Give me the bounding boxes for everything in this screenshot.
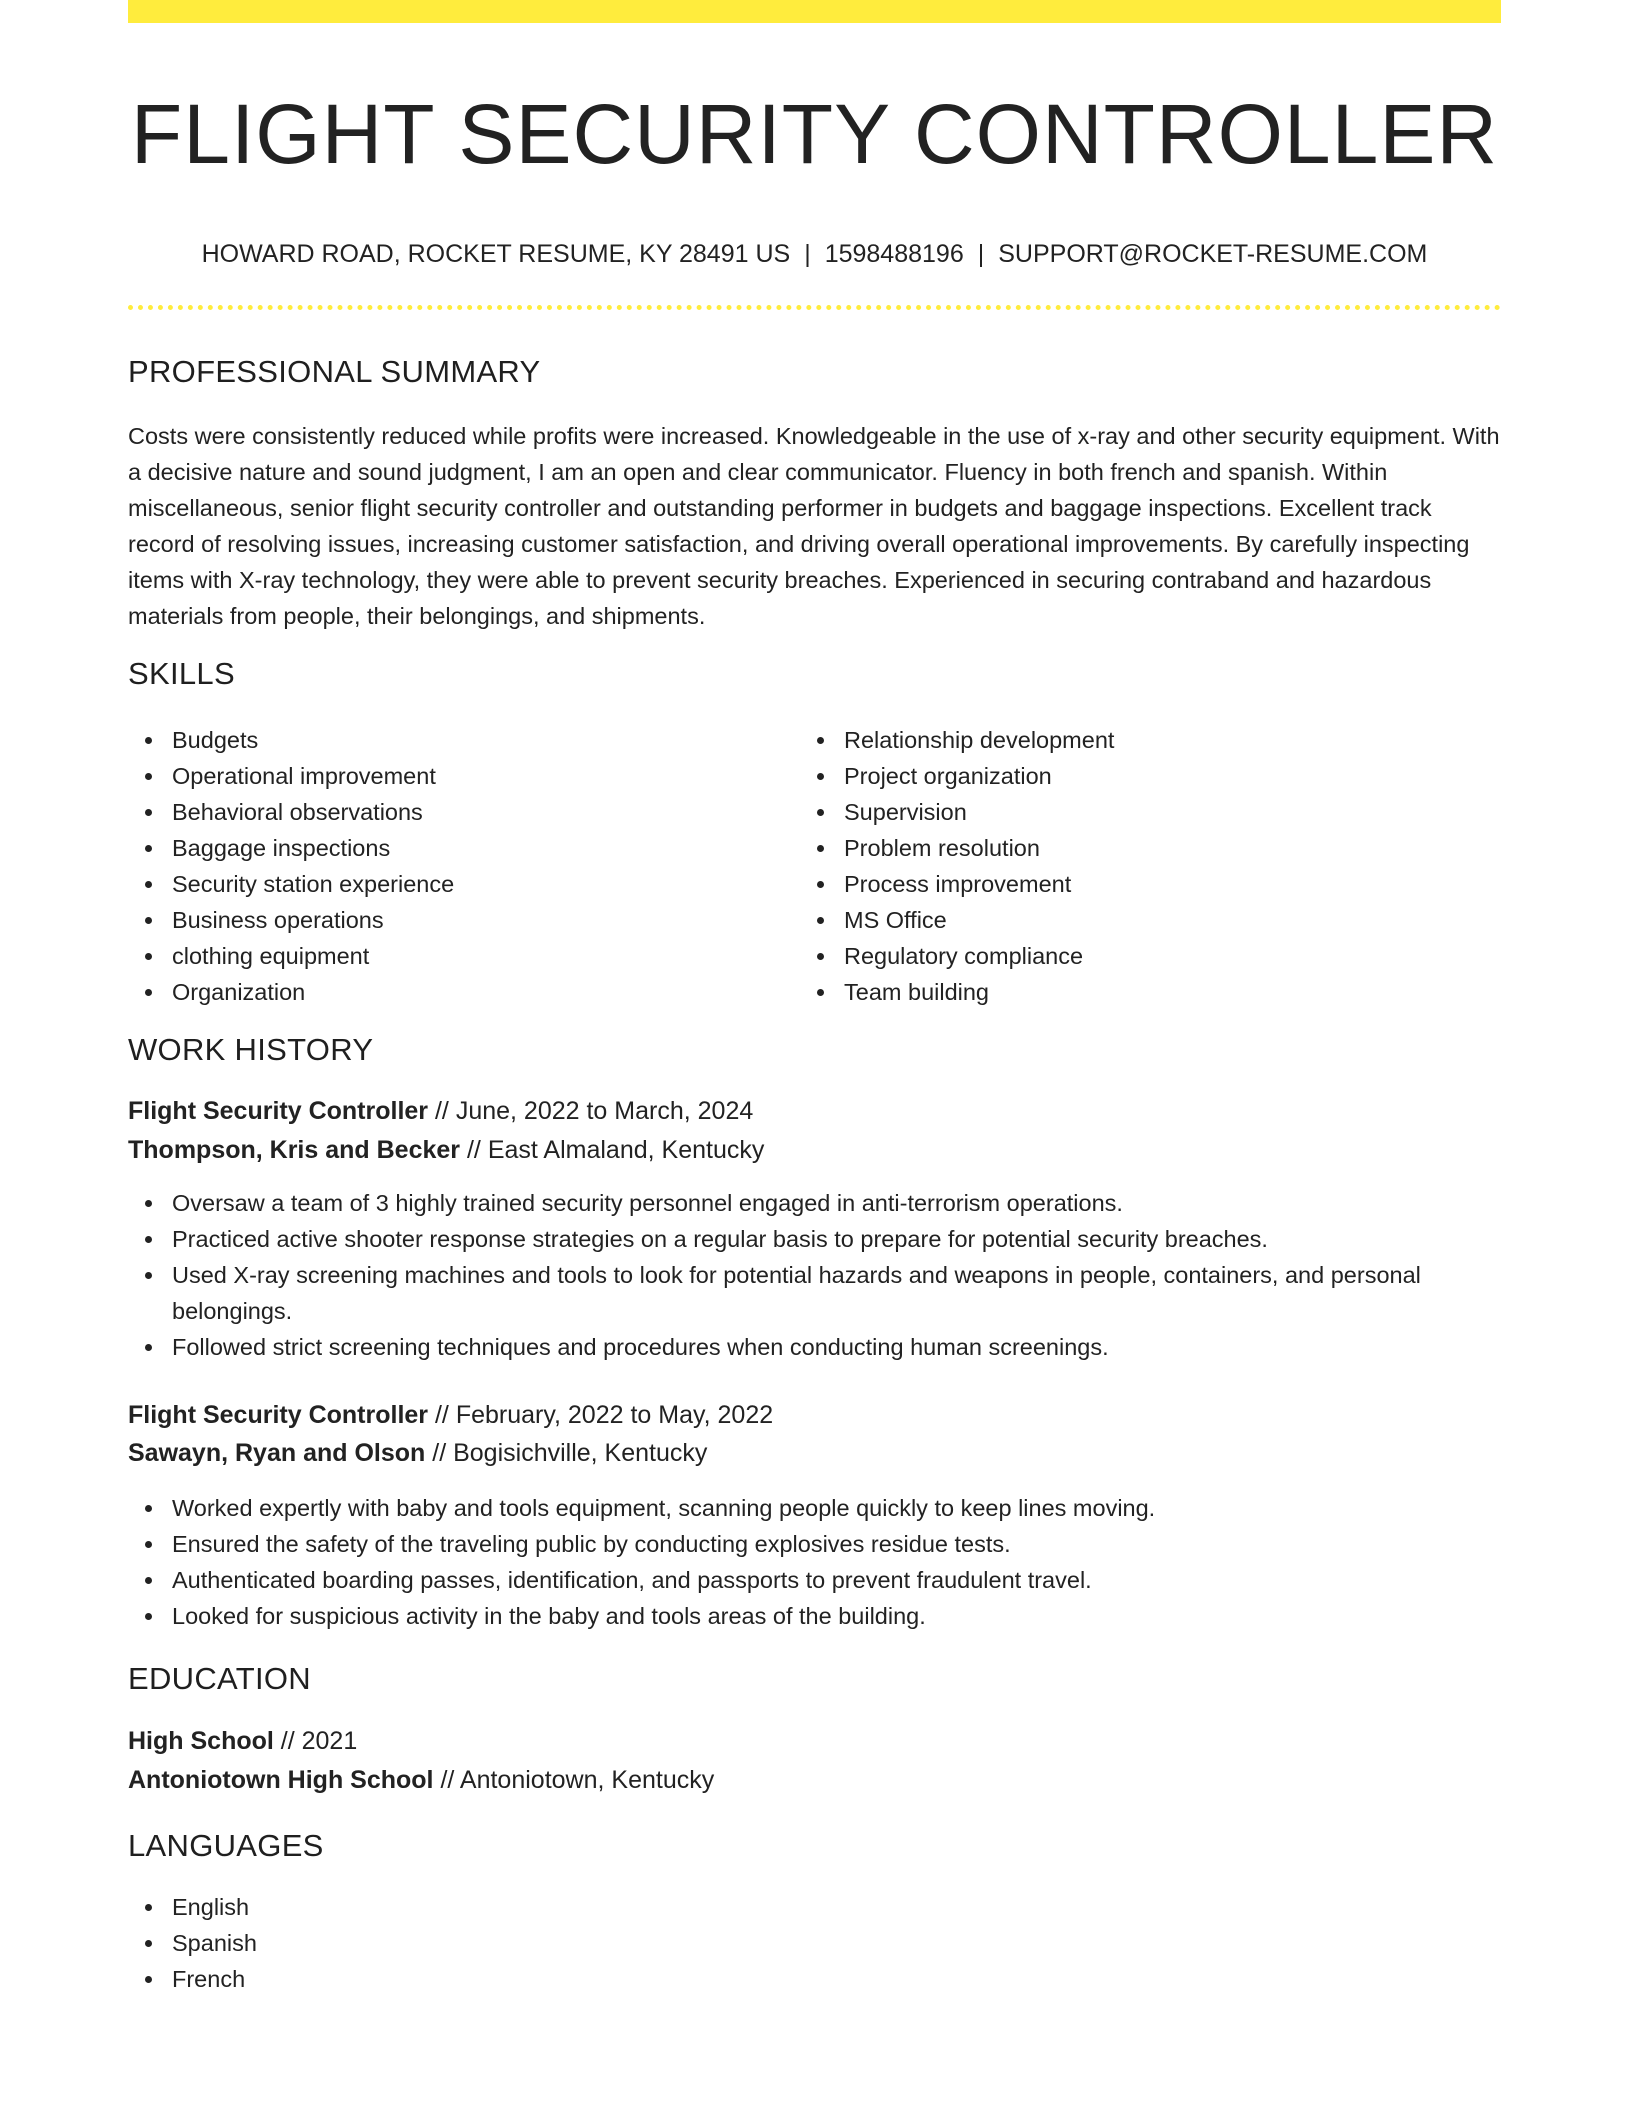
job-2-company-line xyxy=(128,1434,707,1472)
education-school-line xyxy=(128,1761,714,1799)
education-year: // 2021 xyxy=(280,1727,358,1755)
job-2-dates: // February, 2022 to May, 2022 xyxy=(434,1401,774,1429)
job-bullet-item: Worked expertly with baby and tools equipment, scanning people quickly to keep lines moving. xyxy=(172,1490,1501,1526)
candidate-name: FLIGHT SECURITY CONTROLLER xyxy=(130,87,1499,181)
section-title-summary: PROFESSIONAL SUMMARY xyxy=(128,354,541,389)
job-bullet-item: Followed strict screening techniques and procedures when conducting human screenings. xyxy=(172,1329,1501,1365)
education-degree: High School xyxy=(128,1727,274,1755)
skill-item: Problem resolution xyxy=(844,830,1440,866)
skill-item: Regulatory compliance xyxy=(844,938,1440,974)
section-title-work-history: WORK HISTORY xyxy=(128,1032,374,1067)
skills-list-left xyxy=(128,722,768,1010)
language-item: French xyxy=(172,1961,1501,1997)
job-bullet-item: Oversaw a team of 3 highly trained security personnel engaged in anti-terrorism operations. xyxy=(172,1185,1501,1221)
section-title-education: EDUCATION xyxy=(128,1661,311,1696)
job-1-dates: // June, 2022 to March, 2024 xyxy=(434,1097,754,1125)
skill-item: MS Office xyxy=(844,902,1440,938)
skill-item: Organization xyxy=(172,974,768,1010)
job-2-responsibilities xyxy=(128,1490,1501,1634)
summary-text: Costs were consistently reduced while profits were increased. Knowledgeable in the use of x-ray and other security equipment. With a decisive nature and sound judgment, I am an open and clear communicator. Fluency in both french and spanish. Within miscellaneous, senior flight security controller and outstanding performer in budgets and baggage inspections. Excellent track record of resolving issues, increasing customer satisfaction, and driving overall operational improvements. By carefully inspecting items with X-ray technology, they were able to prevent security breaches. Experienced in securing contraband and hazardous materials from people, their belongings, and shipments. xyxy=(128,423,1500,629)
job-2-location: // Bogisichville, Kentucky xyxy=(432,1439,708,1467)
skill-item: clothing equipment xyxy=(172,938,768,974)
job-1-bullet-list xyxy=(128,1185,1501,1365)
job-2-bullet-list xyxy=(128,1490,1501,1634)
contact-phone: 1598488196 xyxy=(824,240,964,268)
skill-item: Budgets xyxy=(172,722,768,758)
contact-address: HOWARD ROAD, ROCKET RESUME, KY 28491 US xyxy=(201,240,791,268)
job-1-location: // East Almaland, Kentucky xyxy=(466,1136,765,1164)
skill-item: Team building xyxy=(844,974,1440,1010)
languages-section xyxy=(128,1889,1501,1997)
section-title-languages: LANGUAGES xyxy=(128,1828,324,1863)
contact-line xyxy=(128,237,1501,271)
education-degree-line xyxy=(128,1722,357,1760)
skill-item: Baggage inspections xyxy=(172,830,768,866)
skill-item: Operational improvement xyxy=(172,758,768,794)
job-1-role: Flight Security Controller xyxy=(128,1097,429,1125)
contact-email: SUPPORT@ROCKET-RESUME.COM xyxy=(998,240,1428,268)
skill-item: Security station experience xyxy=(172,866,768,902)
contact-separator: | xyxy=(804,240,811,268)
education-school: Antoniotown High School xyxy=(128,1766,434,1794)
skill-item: Process improvement xyxy=(844,866,1440,902)
job-1-title-line xyxy=(128,1092,753,1130)
skills-column-left xyxy=(128,722,768,1010)
education-location: // Antoniotown, Kentucky xyxy=(440,1766,715,1794)
job-bullet-item: Used X-ray screening machines and tools to look for potential hazards and weapons in people, containers, and personal belongings. xyxy=(172,1257,1501,1329)
job-1-responsibilities xyxy=(128,1185,1501,1365)
job-2-role: Flight Security Controller xyxy=(128,1401,429,1429)
section-title-skills: SKILLS xyxy=(128,656,235,691)
job-bullet-item: Practiced active shooter response strategies on a regular basis to prepare for potential security breaches. xyxy=(172,1221,1501,1257)
header-divider xyxy=(128,305,1501,310)
skill-item: Project organization xyxy=(844,758,1440,794)
job-bullet-item: Ensured the safety of the traveling public by conducting explosives residue tests. xyxy=(172,1526,1501,1562)
job-1-company-line xyxy=(128,1131,764,1169)
accent-top-bar xyxy=(128,0,1501,23)
skill-item: Relationship development xyxy=(844,722,1440,758)
skill-item: Supervision xyxy=(844,794,1440,830)
job-bullet-item: Authenticated boarding passes, identification, and passports to prevent fraudulent travel. xyxy=(172,1562,1501,1598)
skills-column-right xyxy=(800,722,1440,1010)
contact-separator: | xyxy=(977,240,985,268)
language-item: English xyxy=(172,1889,1501,1925)
skill-item: Business operations xyxy=(172,902,768,938)
languages-list xyxy=(128,1889,1501,1997)
skills-list-right xyxy=(800,722,1440,1010)
job-2-company: Sawayn, Ryan and Olson xyxy=(128,1439,426,1467)
language-item: Spanish xyxy=(172,1925,1501,1961)
job-1-company: Thompson, Kris and Becker xyxy=(128,1136,461,1164)
job-2-title-line xyxy=(128,1396,773,1434)
skill-item: Behavioral observations xyxy=(172,794,768,830)
job-bullet-item: Looked for suspicious activity in the baby and tools areas of the building. xyxy=(172,1598,1501,1634)
